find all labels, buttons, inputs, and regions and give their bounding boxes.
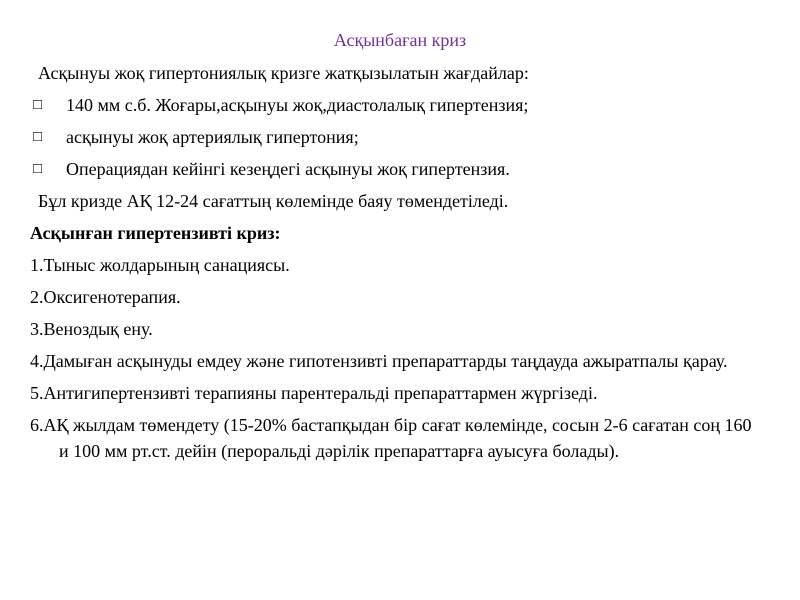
square-bullet-icon: □ [33,129,43,145]
step-item: 6.АҚ жылдам төмендету (15-20% бастапқыдан бір сағат көлемінде, сосын 2-6 сағатан соң 160 и 100 мм рт.ст. дейін (пероральді дәрілік препараттарға ауысуға болады). [30,415,752,461]
slide-content [30,60,760,470]
square-bullet-icon: □ [33,161,43,177]
bullet-text: асқынуы жоқ артериялық гипертония; [66,127,359,147]
bullet-item [30,92,760,118]
step-item: 2.Оксигенотерапия. [30,287,181,307]
note-text: Бұл кризде АҚ 12-24 сағаттың көлемінде баяу төмендетіледі. [38,191,509,211]
square-bullet-icon: □ [33,97,43,113]
bullet-text: Операциядан кейінгі кезеңдегі асқынуы жоқ гипертензия. [66,159,510,179]
bullet-item [30,156,760,182]
step-item: 3.Веноздық ену. [30,319,153,339]
step-item: 5.Антигипертензивті терапияны парентеральді препараттармен жүргізеді. [30,383,598,403]
slide-title: Асқынбаған криз [333,30,467,50]
step-item: 1.Тыныс жолдарының санациясы. [30,255,290,275]
section-heading: Асқынған гипертензивті криз: [30,223,281,243]
intro-text: Асқынуы жоқ гипертониялық кризге жатқызылатын жағдайлар: [38,63,529,83]
bullet-item [30,124,760,150]
bullet-text: 140 мм с.б. Жоғары,асқынуы жоқ,диастолалық гипертензия; [66,95,529,115]
step-item: 4.Дамыған асқынуды емдеу және гипотензивті препараттарды таңдауда ажыратпалы қарау. [30,351,728,371]
